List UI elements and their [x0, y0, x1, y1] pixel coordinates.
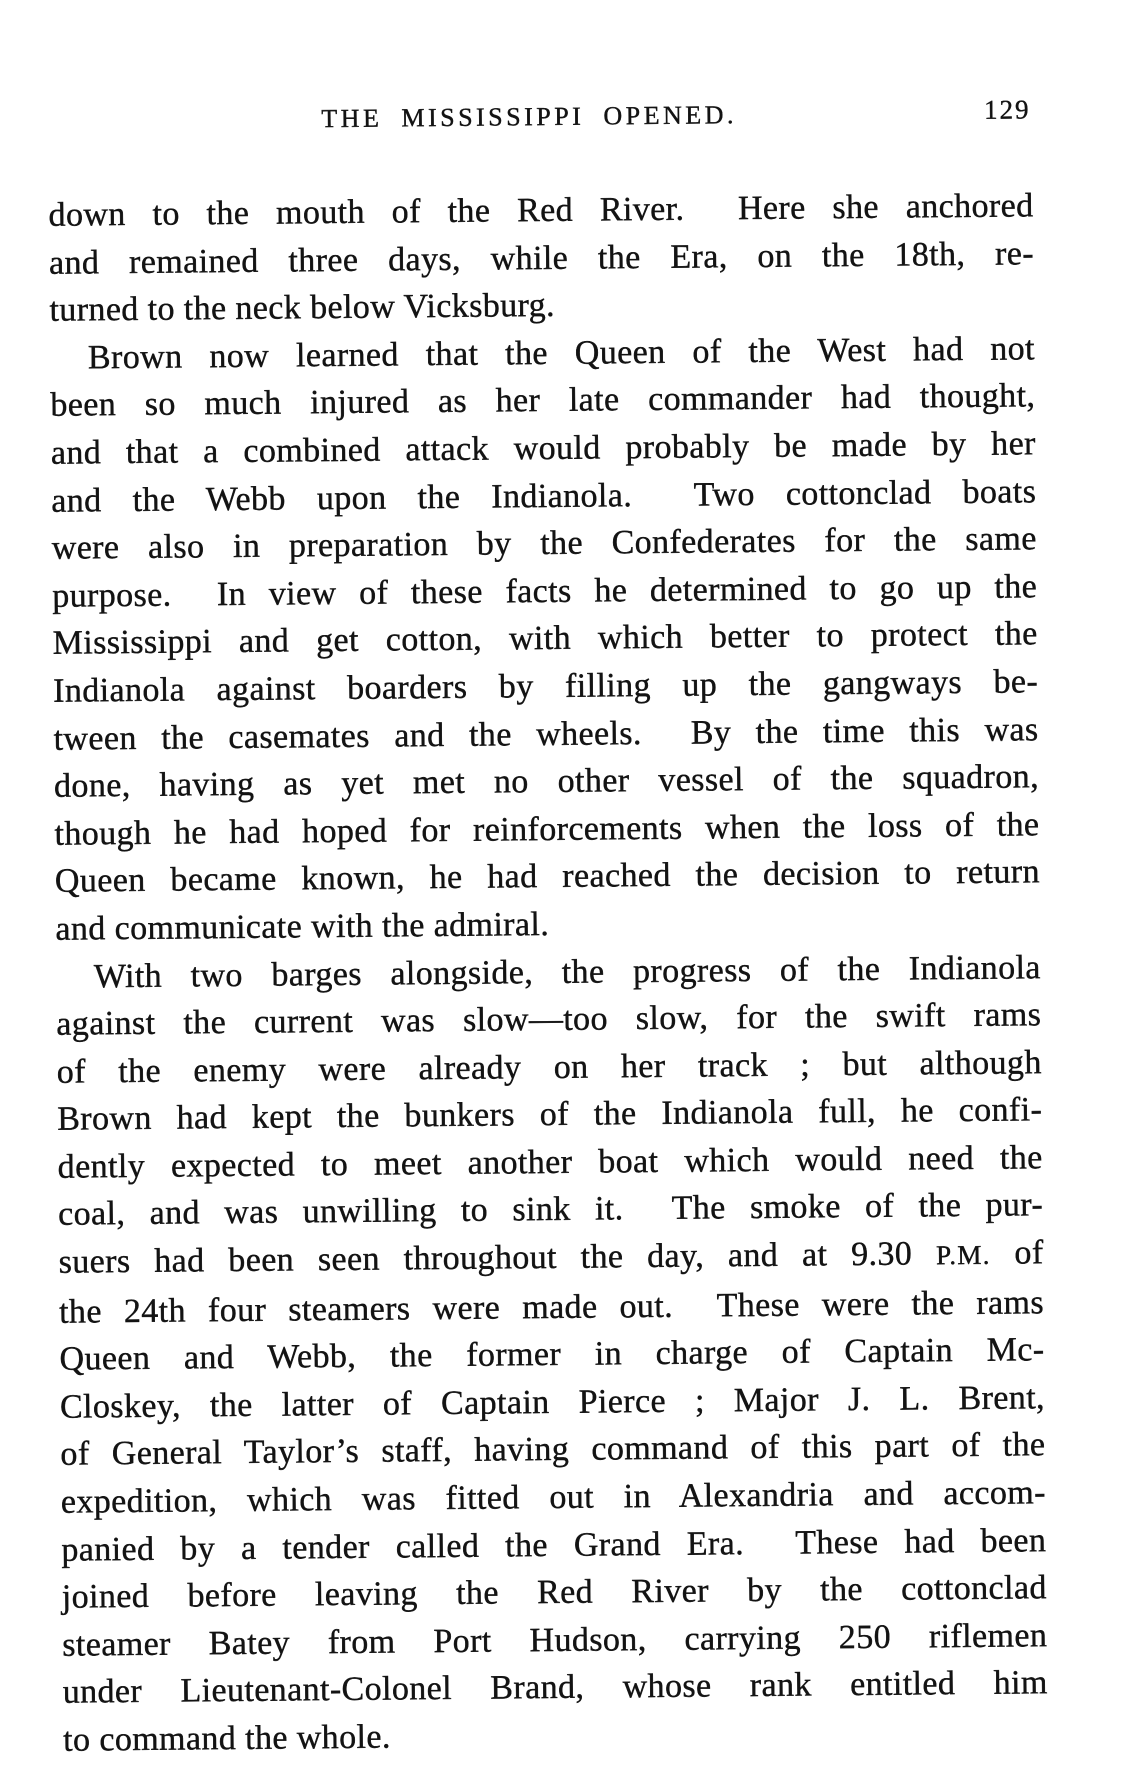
text-line: Queen and Webb, the former in charge of Captain Mc-	[59, 1327, 1044, 1384]
text-line: and communicate with the admiral.	[55, 896, 1040, 953]
text-line: under Lieutenant-Colonel Brand, whose rank entitled him	[63, 1660, 1048, 1717]
text-line: turned to the neck below Vicksburg.	[49, 277, 1034, 334]
text-line: Mississippi and get cotton, with which better to protect the	[52, 611, 1037, 668]
text-line: panied by a tender called the Grand Era. These had been	[61, 1517, 1046, 1574]
text-line: coal, and was unwilling to sink it. The smoke of the pur-	[58, 1182, 1043, 1239]
text-line: and that a combined attack would probably be made by her	[51, 420, 1036, 477]
text-line: purpose. In view of these facts he determined to go up the	[52, 563, 1037, 620]
page-content	[47, 0, 1049, 1771]
text-line: of General Taylor’s staff, having command of this part of the	[60, 1422, 1045, 1479]
text-line: though he had hoped for reinforcements when the loss of the	[54, 801, 1039, 858]
text-line: With two barges alongside, the progress of the Indianola	[56, 944, 1041, 1001]
text-line: were also in preparation by the Confederates for the same	[52, 515, 1037, 572]
text-line: the 24th four steamers were made out. These were the rams	[59, 1279, 1044, 1336]
text-line: been so much injured as her late commander had thought,	[50, 373, 1035, 430]
text-line: Queen became known, he had reached the decision to return	[55, 849, 1040, 906]
text-line: Brown had kept the bunkers of the Indianola full, he confi-	[57, 1087, 1042, 1144]
text-line: dently expected to meet another boat which would need the	[57, 1134, 1042, 1191]
text-line: against the current was slow—too slow, for the swift rams	[56, 991, 1041, 1048]
running-title: THE MISSISSIPPI OPENED.	[48, 98, 1011, 137]
text-line: and remained three days, while the Era, on the 18th, re-	[49, 230, 1034, 287]
page-number: 129	[984, 94, 1031, 125]
page-header	[48, 97, 1033, 152]
text-line: down to the mouth of the Red River. Here she anchored	[48, 182, 1033, 239]
text-run: suers had been seen throughout the day, and at 9.30	[58, 1235, 936, 1280]
text-line: Indianola against boarders by filling up the gangways be-	[53, 658, 1038, 715]
text-run: of	[990, 1234, 1043, 1272]
text-line: of the enemy were already on her track ; but although	[57, 1039, 1042, 1096]
small-caps-run: P.M.	[936, 1240, 991, 1271]
text-line: and the Webb upon the Indianola. Two cottonclad boats	[51, 468, 1036, 525]
text-line: expedition, which was fitted out in Alexandria and accom-	[61, 1469, 1046, 1526]
text-line: tween the casemates and the wheels. By the time this was	[53, 706, 1038, 763]
page-body	[48, 182, 1048, 1764]
text-line	[58, 1229, 1043, 1288]
text-line: to command the whole.	[63, 1707, 1048, 1764]
text-line: joined before leaving the Red River by the cottonclad	[62, 1564, 1047, 1621]
text-line: steamer Batey from Port Hudson, carrying 250 riflemen	[62, 1612, 1047, 1669]
text-line: Closkey, the latter of Captain Pierce ; Major J. L. Brent,	[60, 1374, 1045, 1431]
text-line: done, having as yet met no other vessel of the squadron,	[54, 753, 1039, 810]
text-line: Brown now learned that the Queen of the West had not	[50, 325, 1035, 382]
